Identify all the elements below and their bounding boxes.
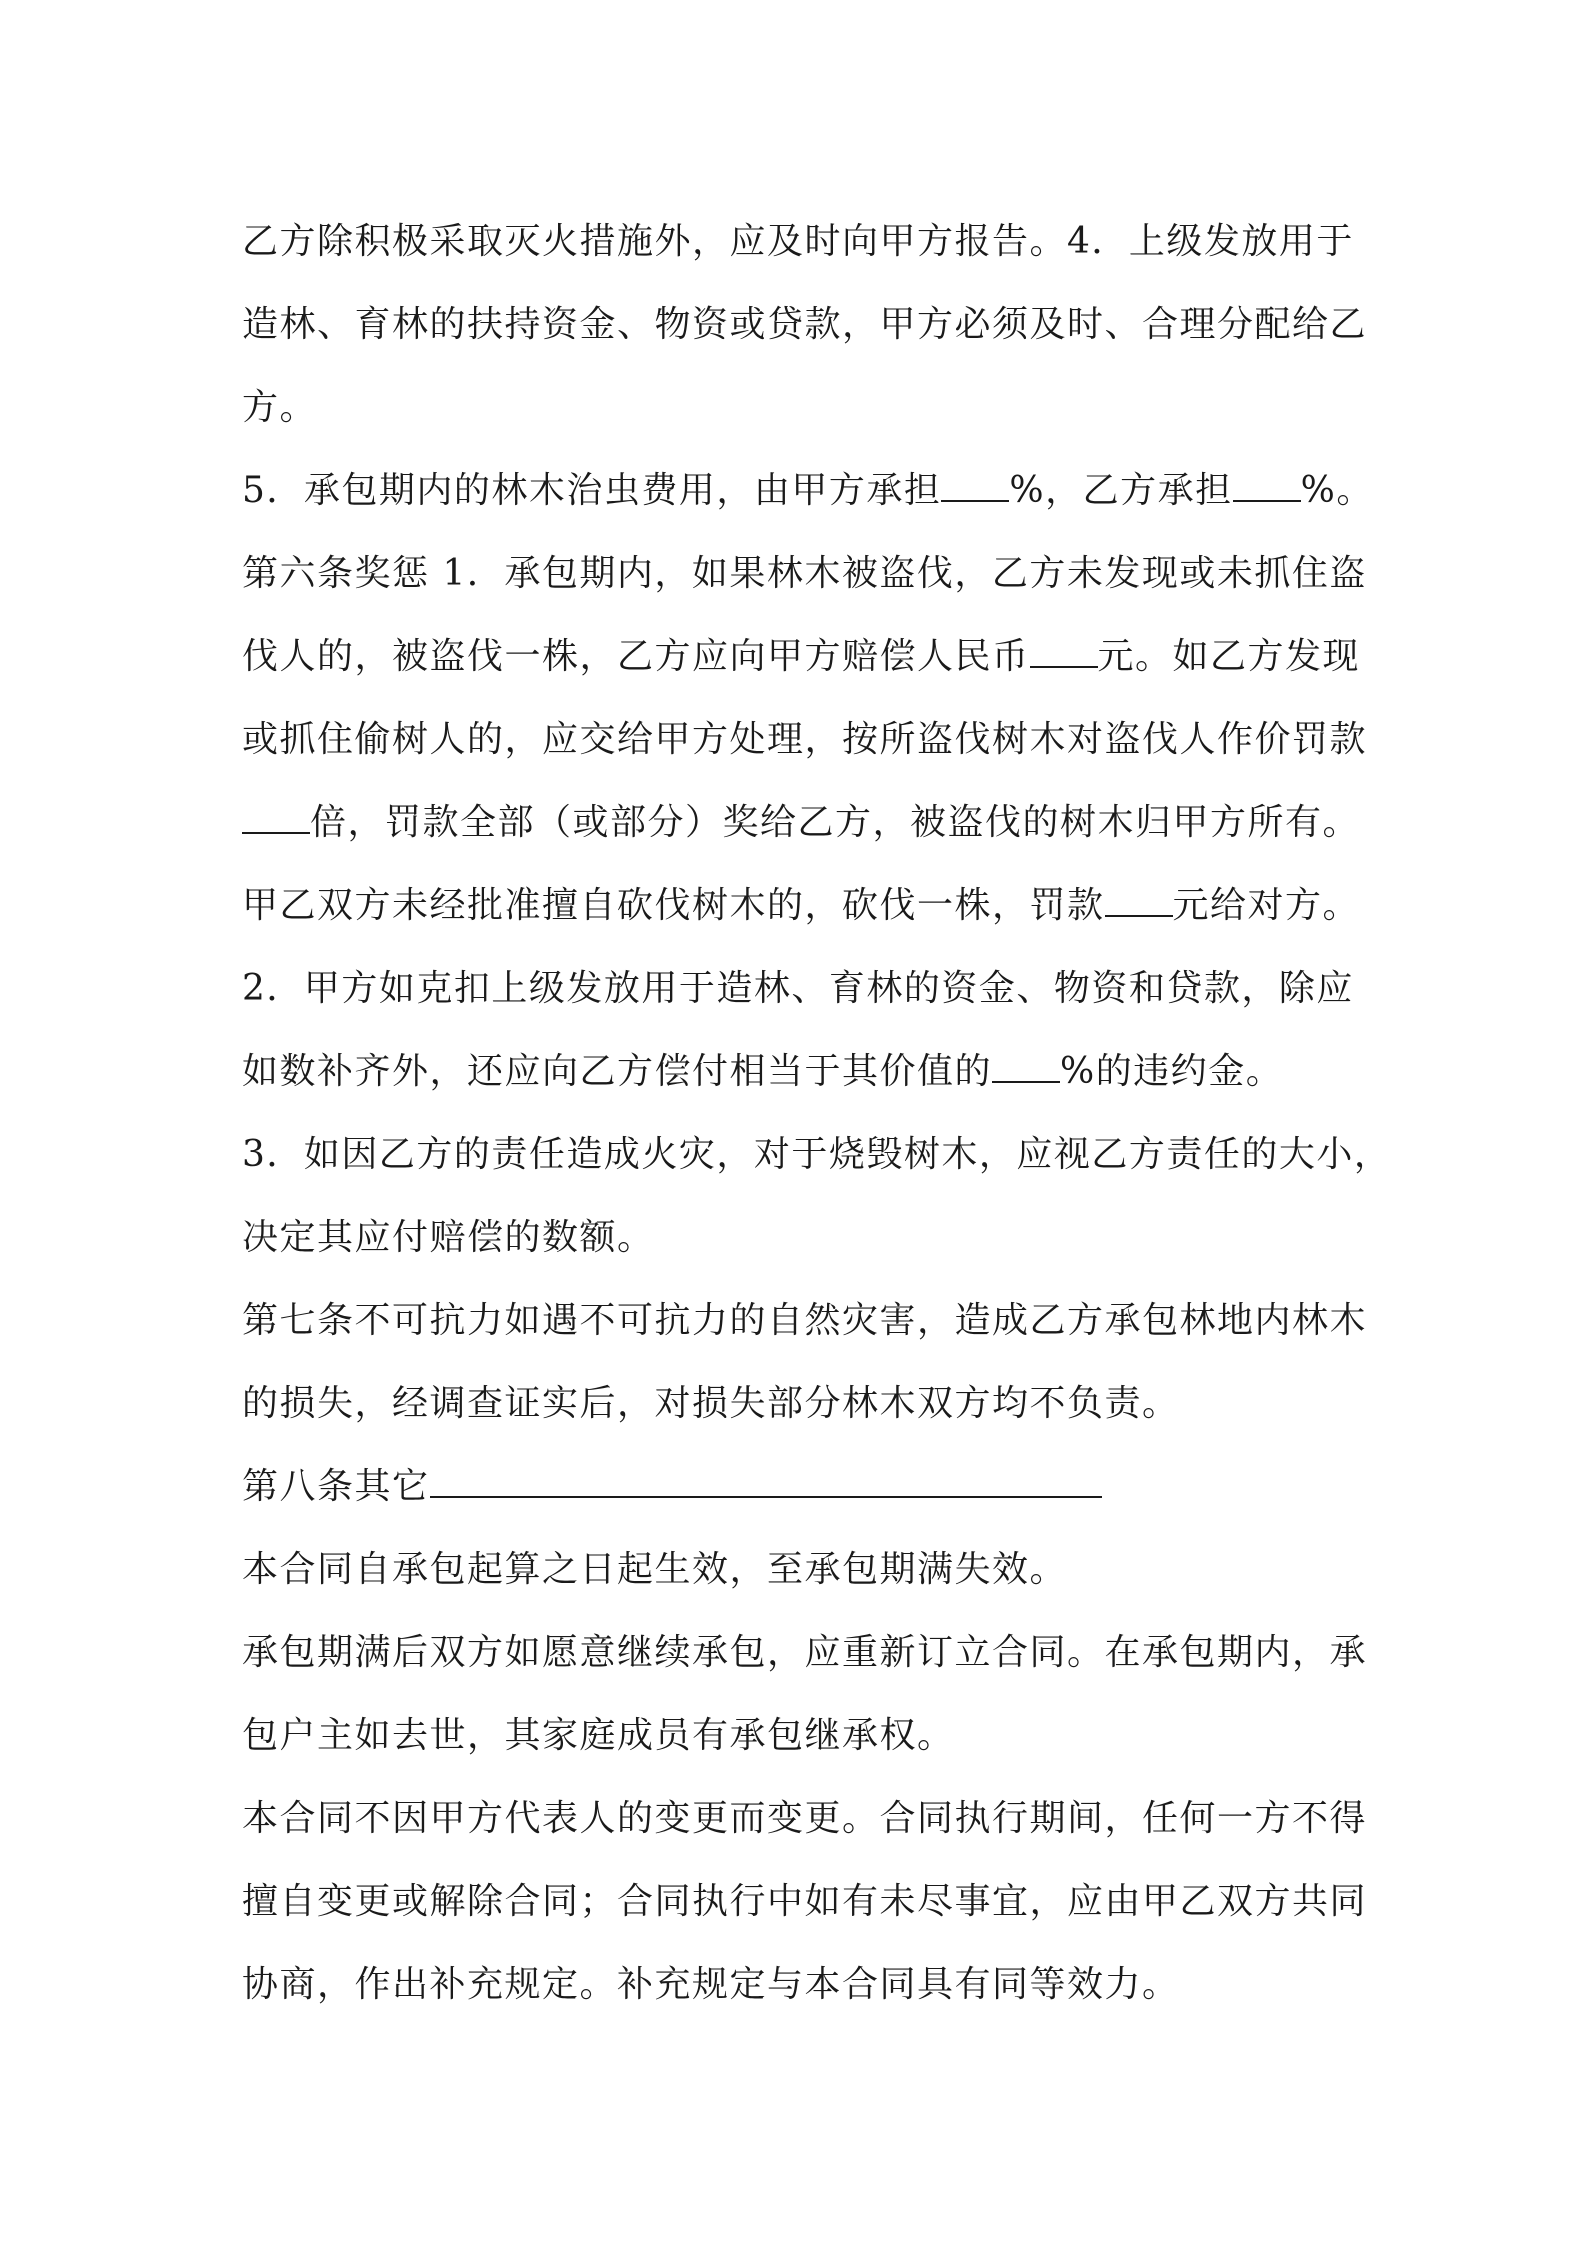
- text-line: [242, 781, 1362, 864]
- fill-in-blank: [1105, 881, 1173, 917]
- text-line: 方。: [242, 387, 318, 428]
- text-segment: 如数补齐外，还应向乙方偿付相当于其价值的: [242, 1051, 993, 1092]
- text-line: 包户主如去世，其家庭成员有承包继承权。: [242, 1715, 955, 1756]
- text-line: 本合同不因甲方代表人的变更而变更。合同执行期间，任何一方不得: [242, 1798, 1368, 1839]
- text-segment: 5．承包期内的林木治虫费用，由甲方承担: [242, 470, 942, 511]
- text-line: [242, 1445, 1362, 1528]
- text-line: [242, 1030, 1362, 1113]
- text-line: 第六条奖惩 1．承包期内，如果林木被盗伐，乙方未发现或未抓住盗: [242, 553, 1367, 594]
- text-segment: %。: [1300, 470, 1374, 511]
- paragraph-renewal-inheritance: [242, 1611, 1368, 1777]
- text-segment: %，乙方承担: [1009, 470, 1233, 511]
- paragraph-article-6-rewards-penalties: [242, 532, 1368, 864]
- paragraph-unauthorized-logging: [242, 864, 1362, 947]
- paragraph-effective-date: [242, 1528, 1362, 1611]
- fill-in-blank: [430, 1462, 1102, 1498]
- paragraph-pest-control-cost: [242, 449, 1374, 532]
- text-line: 的损失，经调查证实后，对损失部分林木双方均不负责。: [242, 1383, 1180, 1424]
- text-segment: %的违约金。: [1060, 1051, 1284, 1092]
- text-line: 造林、育林的扶持资金、物资或贷款，甲方必须及时、合理分配给乙: [242, 304, 1368, 345]
- text-line: 3．如因乙方的责任造成火灾，对于烧毁树木，应视乙方责任的大小，: [242, 1134, 1392, 1175]
- text-line: 协商，作出补充规定。补充规定与本合同具有同等效力。: [242, 1964, 1180, 2005]
- text-line: 或抓住偷树人的，应交给甲方处理，按所盗伐树木对盗伐人作价罚款: [242, 719, 1368, 760]
- fill-in-blank: [941, 466, 1009, 502]
- text-line: 2．甲方如克扣上级发放用于造林、育林的资金、物资和贷款，除应: [242, 968, 1354, 1009]
- text-line: [242, 449, 1374, 532]
- fill-in-blank: [1233, 466, 1301, 502]
- text-segment: 伐人的，被盗伐一株，乙方应向甲方赔偿人民币: [242, 636, 1030, 677]
- text-segment: 第八条其它: [242, 1466, 430, 1507]
- text-line: [242, 864, 1362, 947]
- fill-in-blank: [242, 798, 310, 834]
- text-line: 擅自变更或解除合同；合同执行中如有未尽事宜，应由甲乙双方共同: [242, 1881, 1368, 1922]
- paragraph-fire-liability: [242, 1113, 1392, 1279]
- text-line: 决定其应付赔偿的数额。: [242, 1217, 655, 1258]
- text-line: 本合同自承包起算之日起生效，至承包期满失效。: [242, 1549, 1068, 1590]
- paragraph-withheld-funds-penalty: [242, 947, 1362, 1113]
- text-line: 乙方除积极采取灭火措施外，应及时向甲方报告。4．上级发放用于: [242, 221, 1354, 262]
- paragraph-fire-and-funds: [242, 200, 1368, 449]
- document-page: [242, 200, 1392, 2026]
- text-segment: 甲乙双方未经批准擅自砍伐树木的，砍伐一株，罚款: [242, 885, 1105, 926]
- text-segment: 元。如乙方发现: [1097, 636, 1361, 677]
- text-line: 第七条不可抗力如遇不可抗力的自然灾害，造成乙方承包林地内林木: [242, 1300, 1368, 1341]
- text-segment: 倍，罚款全部（或部分）奖给乙方，被盗伐的树木归甲方所有。: [310, 802, 1361, 843]
- paragraph-article-7-force-majeure: [242, 1279, 1368, 1445]
- fill-in-blank: [992, 1047, 1060, 1083]
- paragraph-article-8-other: [242, 1445, 1362, 1528]
- text-line: [242, 615, 1362, 698]
- fill-in-blank: [1030, 632, 1098, 668]
- text-segment: 元给对方。: [1172, 885, 1361, 926]
- text-line: 承包期满后双方如愿意继续承包，应重新订立合同。在承包期内，承: [242, 1632, 1368, 1673]
- paragraph-contract-changes: [242, 1777, 1368, 2026]
